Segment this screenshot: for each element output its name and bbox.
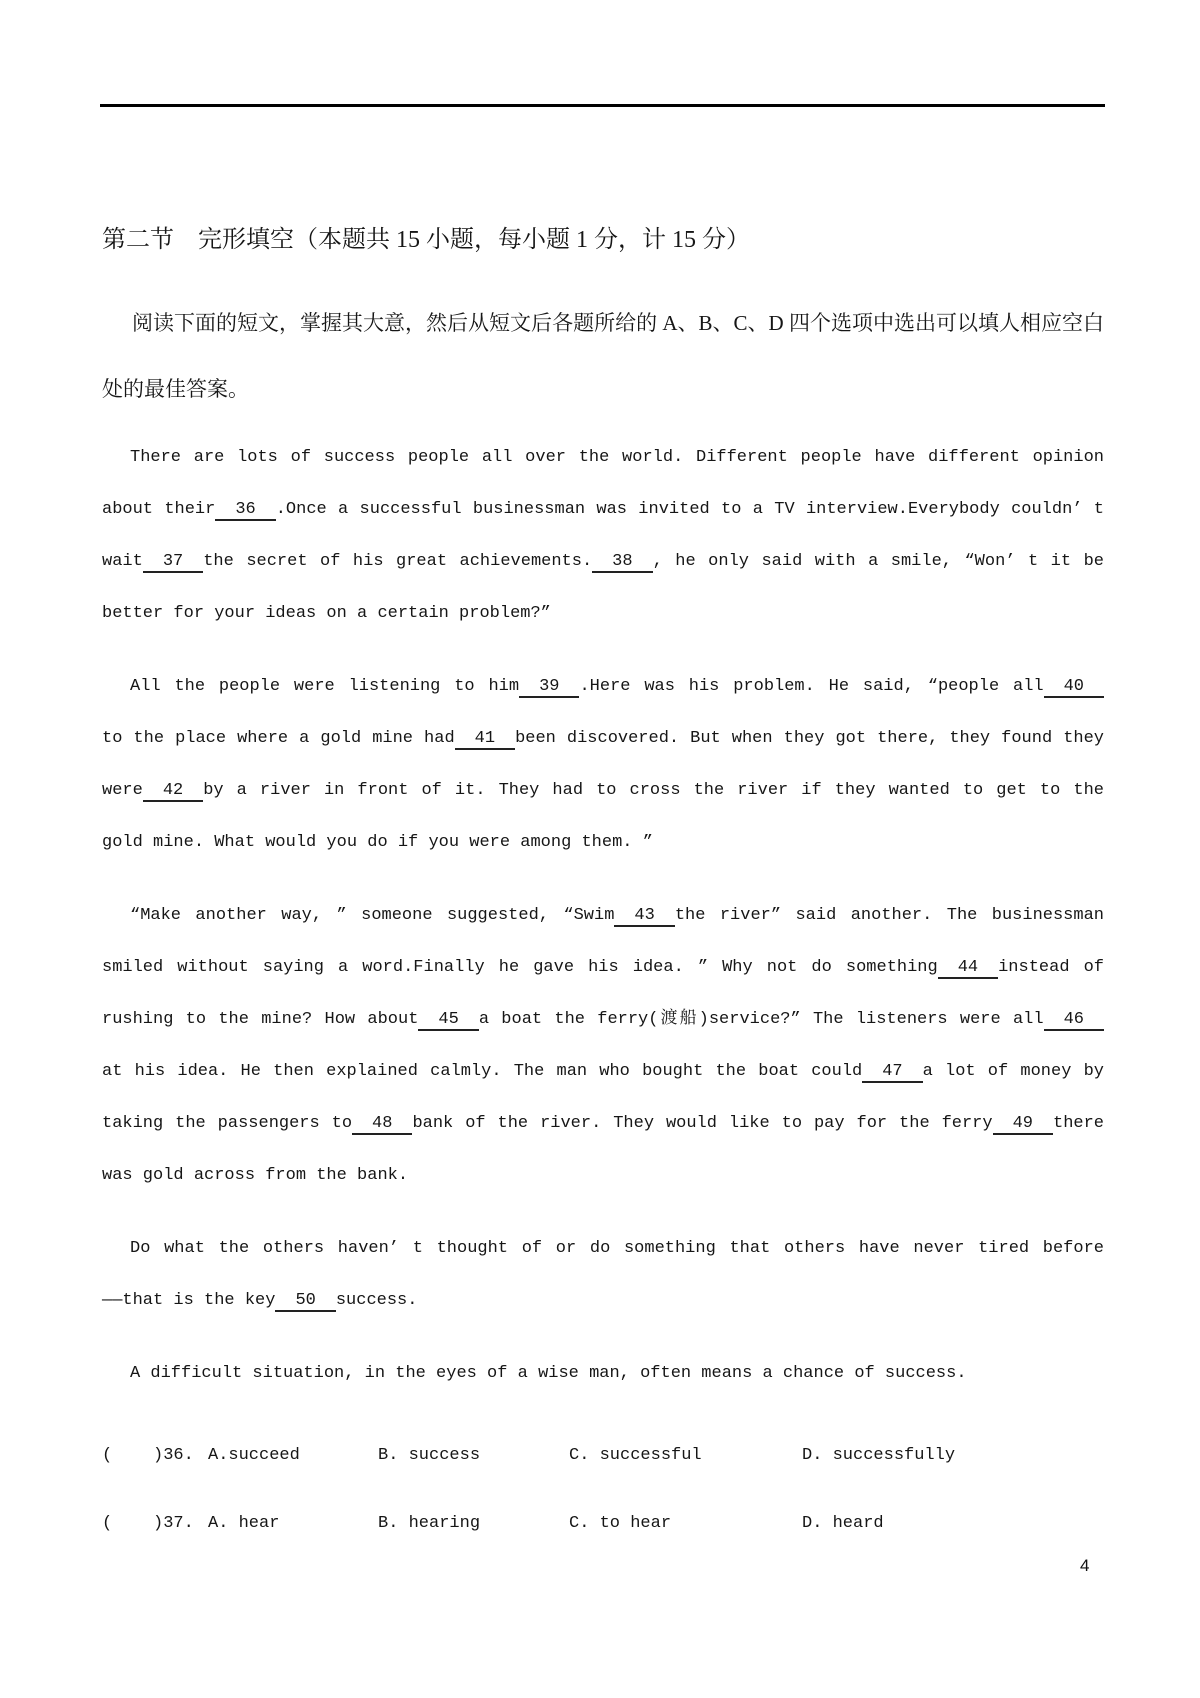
question-row-37 bbox=[102, 1498, 1104, 1550]
section-heading: 第二节 完形填空（本题共 15 小题，每小题 1 分，计 15 分） bbox=[102, 227, 750, 253]
cloze-blank-36: 36 bbox=[215, 500, 275, 521]
text-line: taking the passengers to 48 bank of the river. They would like to pay for the ferry 49 there bbox=[102, 1114, 1105, 1133]
cloze-blank-45: 45 bbox=[418, 1010, 478, 1031]
cloze-blank-47: 47 bbox=[862, 1062, 922, 1083]
answer-parens-37: ( )37. bbox=[102, 1514, 194, 1533]
text-line: at his idea. He then explained calmly. The man who bought the boat could 47 a lot of money by bbox=[102, 1062, 1104, 1081]
text-line: were 42 by a river in front of it. They had to cross the river if they wanted to get to the bbox=[102, 781, 1104, 800]
questions bbox=[102, 1430, 1104, 1550]
passage-paragraph bbox=[102, 432, 1104, 640]
cloze-blank-50: 50 bbox=[275, 1291, 335, 1312]
option-37-C: C. to hear bbox=[569, 1514, 672, 1533]
text-line: A difficult situation, in the eyes of a wise man, often means a chance of success. bbox=[130, 1364, 967, 1383]
text-line: ——that is the key 50 success. bbox=[102, 1291, 418, 1310]
text-line: to the place where a gold mine had 41 been discovered. But when they got there, they found they bbox=[102, 729, 1105, 748]
option-36-A: A.succeed bbox=[208, 1446, 300, 1465]
option-36-B: B. success bbox=[378, 1446, 481, 1465]
option-37-D: D. heard bbox=[802, 1514, 884, 1533]
instruction bbox=[102, 290, 1104, 422]
text-line: 处的最佳答案。 bbox=[102, 377, 249, 401]
text-line: Do what the others haven’ t thought of or do something that others have never tired before bbox=[130, 1239, 1104, 1258]
page-content bbox=[102, 0, 1104, 1566]
cloze-blank-37: 37 bbox=[143, 552, 203, 573]
cloze-blank-44: 44 bbox=[938, 958, 998, 979]
text-line: rushing to the mine? How about 45 a boat the ferry(渡船)service?” The listeners were all 46 bbox=[102, 994, 1104, 1046]
text-line: about their 36 .Once a successful businessman was invited to a TV interview.Everybody couldn’ t bbox=[102, 500, 1104, 519]
passage-paragraph bbox=[102, 661, 1104, 869]
option-36-D: D. successfully bbox=[802, 1446, 956, 1465]
cloze-blank-42: 42 bbox=[143, 781, 203, 802]
text-line: 阅读下面的短文，掌握其大意，然后从短文后各题所给的 A、B、C、D 四个选项中选出可以填人相应空白 bbox=[132, 311, 1104, 335]
text-line: wait 37 the secret of his great achievements. 38 , he only said with a smile, “Won’ t it be bbox=[102, 552, 1104, 571]
text-line: smiled without saying a word.Finally he gave his idea. ” Why not do something 44 instead of bbox=[102, 958, 1104, 977]
passage-paragraph bbox=[102, 1223, 1104, 1327]
cloze-blank-46: 46 bbox=[1044, 1010, 1104, 1031]
cloze-blank-41: 41 bbox=[455, 729, 515, 750]
answer-parens-36: ( )36. bbox=[102, 1446, 194, 1465]
passage-paragraph bbox=[102, 1348, 1104, 1400]
text-line: There are lots of success people all over the world. Different people have different opinion bbox=[130, 448, 1104, 467]
passage bbox=[102, 432, 1104, 1400]
cloze-blank-39: 39 bbox=[519, 677, 579, 698]
page-number: 4 bbox=[1080, 1556, 1090, 1575]
text-line: gold mine. What would you do if you were among them. ” bbox=[102, 833, 653, 852]
text-line: better for your ideas on a certain problem?” bbox=[102, 604, 551, 623]
cloze-blank-38: 38 bbox=[592, 552, 652, 573]
text-line: was gold across from the bank. bbox=[102, 1166, 409, 1185]
text-line: All the people were listening to him 39 .Here was his problem. He said, “people all 40 bbox=[102, 661, 1104, 713]
option-37-A: A. hear bbox=[208, 1514, 280, 1533]
cloze-blank-43: 43 bbox=[614, 906, 674, 927]
text-line: “Make another way, ” someone suggested, “Swim 43 the river” said another. The businessman bbox=[130, 906, 1104, 925]
question-row-36 bbox=[102, 1430, 1104, 1482]
option-37-B: B. hearing bbox=[378, 1514, 481, 1533]
cloze-blank-48: 48 bbox=[352, 1114, 412, 1135]
cloze-blank-49: 49 bbox=[993, 1114, 1053, 1135]
option-36-C: C. successful bbox=[569, 1446, 702, 1465]
cloze-blank-40: 40 bbox=[1044, 677, 1104, 698]
passage-paragraph bbox=[102, 890, 1104, 1202]
